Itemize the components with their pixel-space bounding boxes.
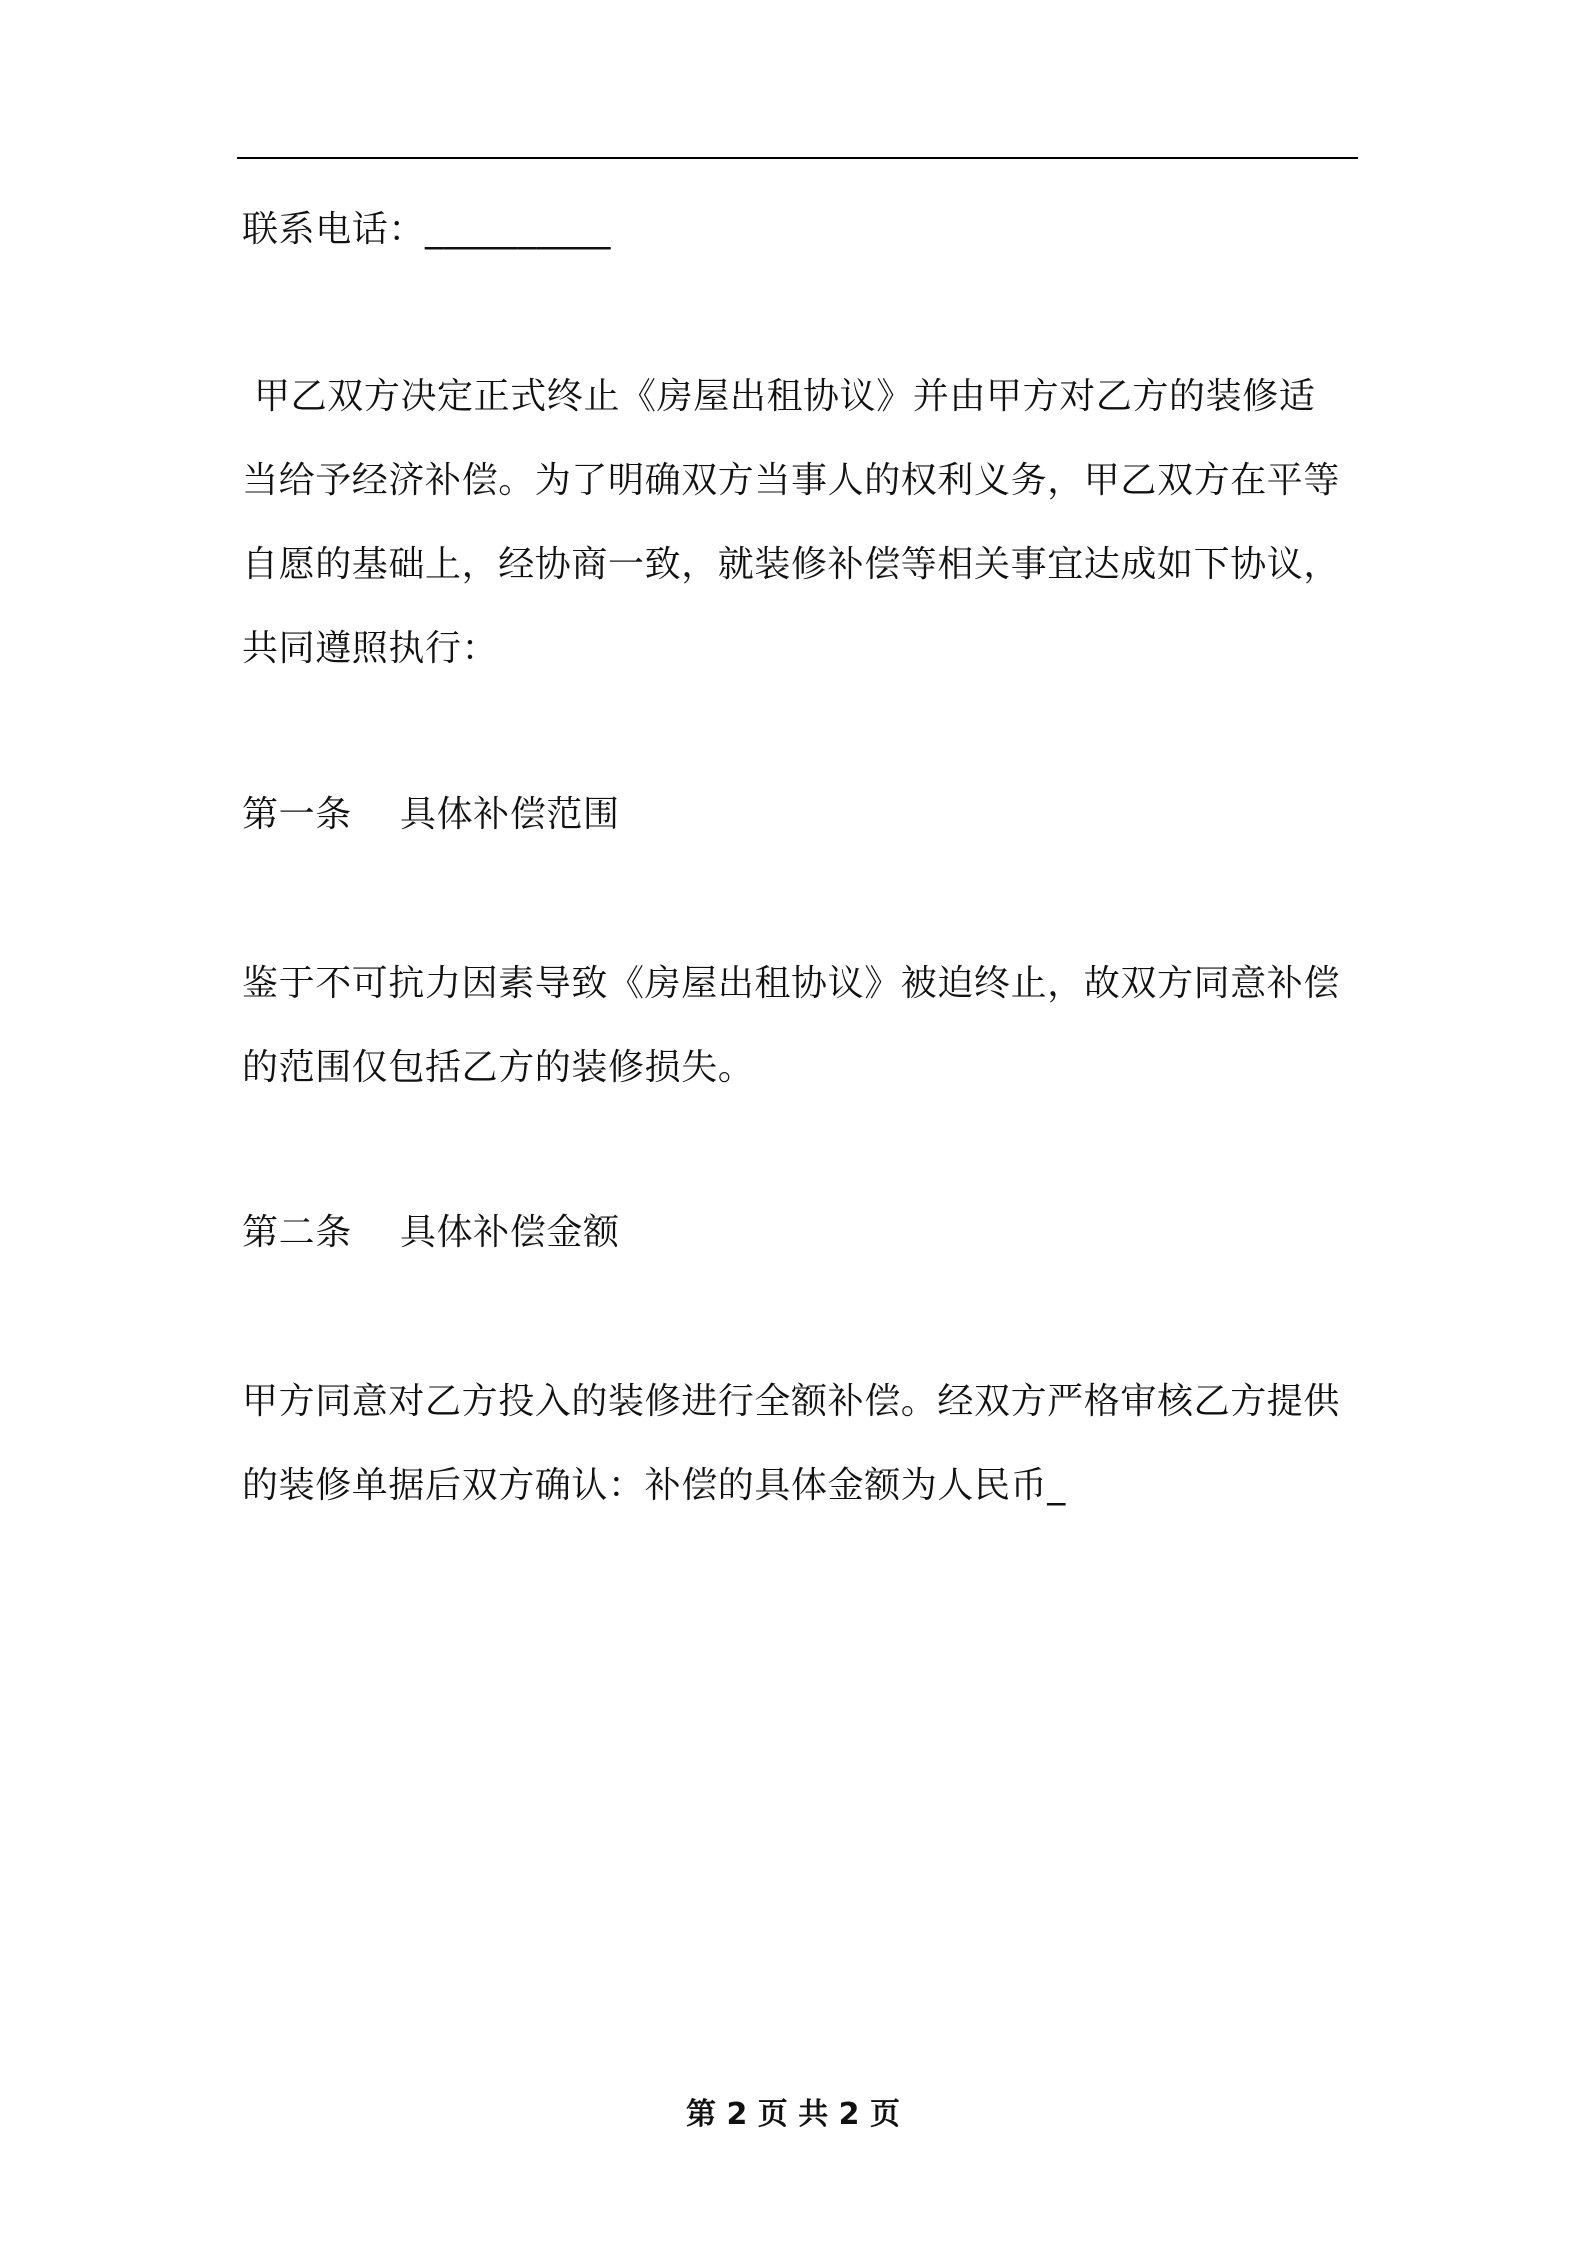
contact-phone-line: 联系电话：__________: [242, 209, 611, 250]
article1-heading: 第一条 具体补偿范围: [242, 794, 620, 835]
page-footer: [0, 2093, 1586, 2137]
article2-line: 甲方同意对乙方投入的装修进行全额补偿。经双方严格审核乙方提供: [242, 1381, 1341, 1422]
article1-line: 鉴于不可抗力因素导致《房屋出租协议》被迫终止，故双方同意补偿: [242, 963, 1341, 1004]
footer-suffix: 页: [859, 2097, 900, 2132]
article2-paragraph: [242, 1360, 1358, 1528]
current-page-number: 2: [726, 2097, 748, 2132]
intro-paragraph: [242, 355, 1358, 691]
intro-line: 甲乙双方决定正式终止《房屋出租协议》并由甲方对乙方的装修适: [242, 376, 1316, 417]
intro-line: 当给予经济补偿。为了明确双方当事人的权利义务，甲乙双方在平等: [242, 460, 1341, 501]
header-rule: [237, 157, 1358, 159]
footer-prefix: 第: [686, 2097, 727, 2132]
article1-line: 的范围仅包括乙方的装修损失。: [242, 1047, 755, 1088]
intro-line: 自愿的基础上，经协商一致，就装修补偿等相关事宜达成如下协议，: [242, 544, 1341, 585]
article2-heading: 第二条 具体补偿金额: [242, 1212, 620, 1253]
footer-middle: 页 共: [747, 2097, 839, 2132]
article2-line: 的装修单据后双方确认：补偿的具体金额为人民币_: [242, 1465, 1066, 1506]
article1-paragraph: [242, 942, 1358, 1110]
intro-line: 共同遵照执行：: [242, 628, 499, 669]
total-pages-number: 2: [838, 2097, 860, 2132]
